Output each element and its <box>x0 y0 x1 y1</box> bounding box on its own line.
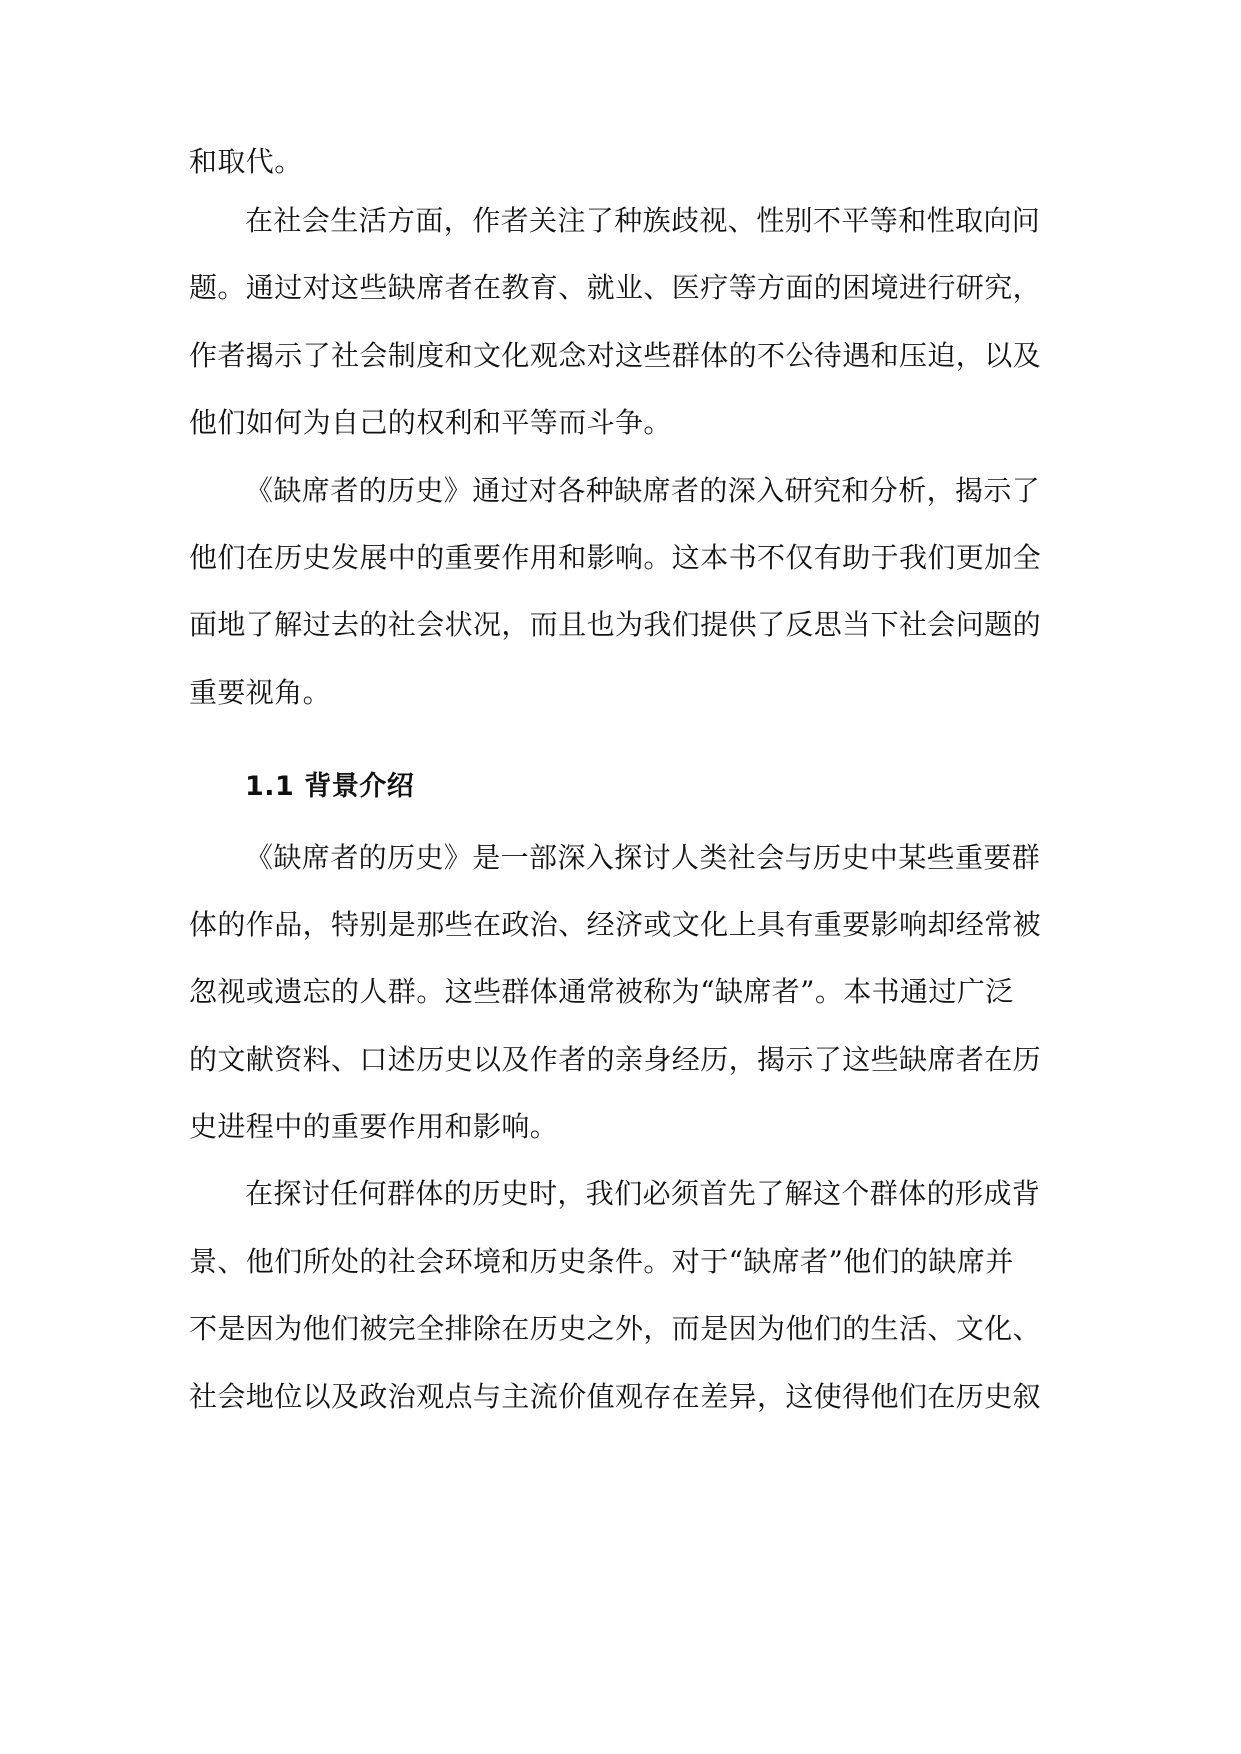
section-heading: 1.1 背景介绍 <box>245 771 415 802</box>
paragraph-line: 《缺席者的历史》通过对各种缺席者的深入研究和分析，揭示了 <box>245 474 1041 507</box>
paragraph-line: 的文献资料、口述历史以及作者的亲身经历，揭示了这些缺席者在历 <box>189 1043 1042 1076</box>
paragraph-line: 在探讨任何群体的历史时，我们必须首先了解这个群体的形成背 <box>245 1177 1041 1210</box>
paragraph-line: 体的作品，特别是那些在政治、经济或文化上具有重要影响却经常被 <box>189 908 1042 941</box>
paragraph-line: 在社会生活方面，作者关注了种族歧视、性别不平等和性取向问 <box>245 204 1041 237</box>
paragraph-line: 和取代。 <box>189 145 303 178</box>
paragraph-line: 史进程中的重要作用和影响。 <box>189 1110 559 1143</box>
paragraph-line: 重要视角。 <box>189 676 332 709</box>
paragraph-line: 面地了解过去的社会状况，而且也为我们提供了反思当下社会问题的 <box>189 608 1042 641</box>
paragraph-line: 题。通过对这些缺席者在教育、就业、医疗等方面的困境进行研究， <box>189 271 1042 304</box>
paragraph-line: 他们在历史发展中的重要作用和影响。这本书不仅有助于我们更加全 <box>189 541 1042 574</box>
paragraph-line: 不是因为他们被完全排除在历史之外，而是因为他们的生活、文化、 <box>189 1312 1042 1345</box>
paragraph-line: 作者揭示了社会制度和文化观念对这些群体的不公待遇和压迫，以及 <box>189 339 1042 372</box>
paragraph-line: 景、他们所处的社会环境和历史条件。对于“缺席者”他们的缺席并 <box>189 1245 1014 1278</box>
paragraph-line: 忽视或遗忘的人群。这些群体通常被称为“缺席者”。本书通过广泛 <box>189 975 1014 1008</box>
paragraph-line: 《缺席者的历史》是一部深入探讨人类社会与历史中某些重要群 <box>245 841 1041 874</box>
paragraph-line: 社会地位以及政治观点与主流价值观存在差异，这使得他们在历史叙 <box>189 1380 1042 1413</box>
paragraph-line: 他们如何为自己的权利和平等而斗争。 <box>189 406 672 439</box>
